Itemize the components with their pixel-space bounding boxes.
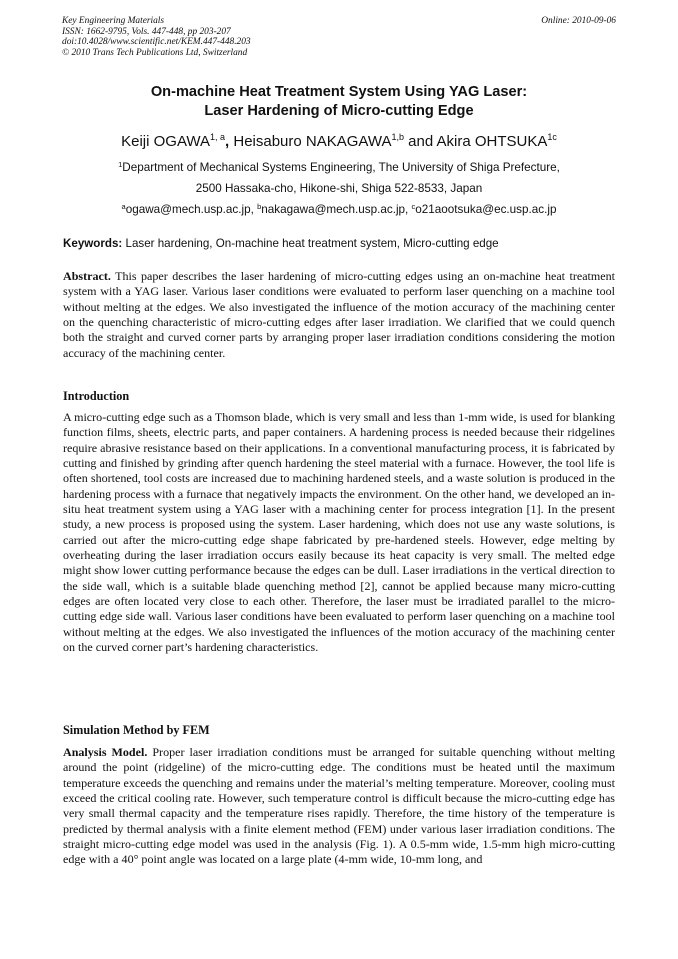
email-c-sup: c — [411, 202, 416, 211]
author-1-sup: 1, a — [210, 132, 226, 142]
author-1-name: Keiji OGAWA — [121, 133, 210, 150]
introduction-heading: Introduction — [63, 389, 130, 403]
affiliation-line-1 — [0, 160, 678, 175]
email-c: o21aootsuka@ec.usp.ac.jp — [415, 203, 557, 216]
email-line — [0, 202, 678, 217]
affiliation-sup: 1 — [118, 160, 123, 169]
simulation-paragraph — [63, 745, 615, 868]
issn-line: ISSN: 1662-9795, Vols. 447-448, pp 203-207 — [62, 26, 231, 37]
online-date: Online: 2010-09-06 — [541, 16, 616, 26]
affiliation-line-2: 2500 Hassaka-cho, Hikone-shi, Shiga 522-8533, Japan — [195, 182, 483, 195]
copyright-line: © 2010 Trans Tech Publications Ltd, Switzerland — [62, 47, 248, 58]
author-3-name: and Akira OHTSUKA — [403, 133, 548, 150]
email-b: nakagawa@mech.usp.ac.jp, — [261, 203, 412, 216]
abstract-label: Abstract. — [63, 269, 111, 283]
email-a-sup: a — [121, 202, 126, 211]
email-b-sup: b — [257, 202, 262, 211]
introduction-paragraph: A micro-cutting edge such as a Thomson blade, which is very small and less than 1-mm wide, is used for blanking function films, sheets, electric parts, and paper containers. A hardening process is needed because their ridgelines require abrasive resistance based on their applications. In a conventional manufacturing process, it is fabricated by cutting and finished by grinding after quench hardening the steel material with a furnace. However, the tool life is often shortened, tool costs are increased due to machining hardened steels, and a waste solution is produced in the hardening process with a furnace that negatively impacts the environment. On the other hand, we developed an in-situ heat treatment system using a YAG laser with a machining center for process integration [1]. In the present study, a new process is proposed using the system. Laser hardening, which does not use any waste solutions, is carried out after the micro-cutting edge shape fabricated by pre-hardened steels. However, edge melting by overheating during the laser irradiation occurs easily because its heat capacity is very small. The melted edge might show lower cutting performance because the edges can be dull. Laser irradiations in the vertical direction to the side wall, which is a suitable blade quenching method [2], cannot be applied because many micro-cutting edges are often located very close to each other. Therefore, the laser must be irradiated parallel to the micro-cutting edge side wall. Various laser conditions have been evaluated to perform laser quenching on a machine tool without melting at the edges. We also investigated the influences of the motion accuracy of the machining center on the curved corner part’s hardening characteristics. — [63, 410, 615, 655]
keywords-text: Laser hardening, On-machine heat treatment system, Micro-cutting edge — [122, 237, 499, 250]
keywords-line — [63, 236, 499, 251]
keywords-label: Keywords: — [63, 237, 123, 250]
title-line-1: On-machine Heat Treatment System Using YAG Laser: — [150, 84, 528, 100]
doi-line: doi:10.4028/www.scientific.net/KEM.447-448.203 — [62, 37, 251, 48]
abstract-paragraph — [63, 269, 615, 361]
paper-title — [0, 83, 678, 121]
author-separator: , — [225, 133, 230, 150]
author-3-sup: 1c — [547, 132, 557, 142]
analysis-model-text: Proper laser irradiation conditions must be arranged for suitable quenching without melting around the point (ridgeline) of the micro-cutting edge. The conditions must be heated until the maximum temperature exceeds the quenching and remains under the material’s melting temperature. Moreover, cooling must exceed the critical cooling rate. However, such temperature control is difficult because the micro-cutting edge has very small thermal capacity and the temperature rises rapidly. Therefore, the time history of the temperature is predicted by thermal analysis with a finite element method (FEM) under various laser irradiation conditions. The straight micro-cutting edge model was used in the analysis (Fig. 1). A 0.5-mm wide, 1.5-mm high micro-cutting edge with a 40° point angle was located on a large plate (4-mm wide, 10-mm long, and — [63, 745, 615, 867]
simulation-heading: Simulation Method by FEM — [63, 723, 210, 737]
author-list — [0, 132, 678, 152]
abstract-text: This paper describes the laser hardening of micro-cutting edges using an on-machine heat treatment system with a YAG laser. Various laser conditions were evaluated to perform laser quenching on a machine tool without melting at the edges. We also investigated the influence of the motion accuracy of the machining center on the quenching characteristic of micro-cutting edges after laser irradiation. We clarified that we could quench both the straight and curved corner parts by arranging proper laser irradiation conditions considering the motion accuracy of the machining center. — [63, 269, 615, 360]
journal-header — [62, 16, 251, 58]
author-2-sup: 1,b — [391, 132, 404, 142]
title-line-2: Laser Hardening of Micro-cutting Edge — [204, 103, 474, 119]
author-2-name: Heisaburo NAKAGAWA — [229, 133, 392, 150]
affiliation-department: Department of Mechanical Systems Engineering, The University of Shiga Prefecture, — [122, 161, 560, 174]
journal-name: Key Engineering Materials — [62, 16, 165, 26]
email-a: ogawa@mech.usp.ac.jp, — [125, 203, 258, 216]
analysis-model-label: Analysis Model. — [63, 745, 148, 759]
